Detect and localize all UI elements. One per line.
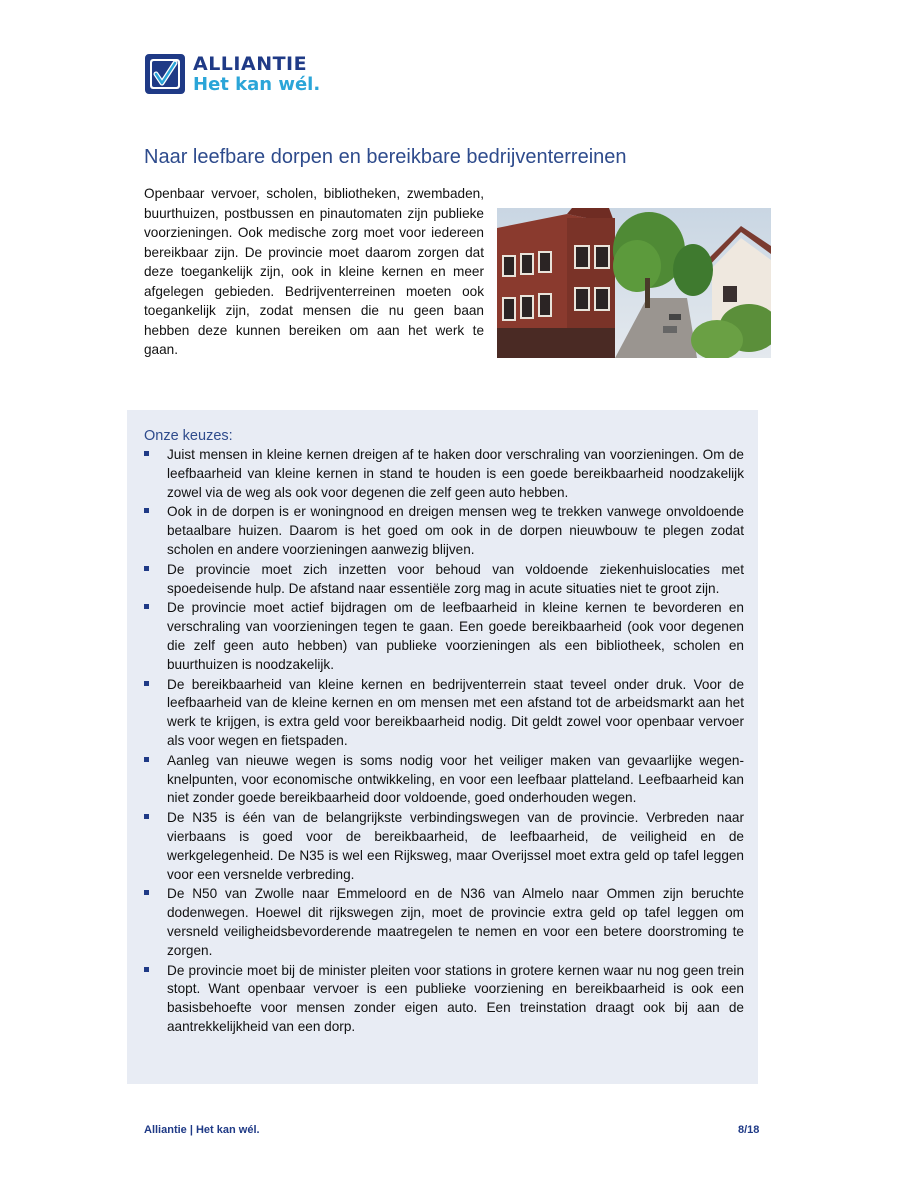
list-item: De provincie moet zich inzetten voor behoud van voldoende ziekenhuislocaties met spoedeisende hulp. De afstand naar essentiële zorg mag in acute situaties niet te groot zijn. [144,561,744,599]
list-item: De N35 is één van de belangrijkste verbindingswegen van de provincie. Verbreden naar vierbaans is goed voor de bereikbaarheid, de leefbaarheid, de veiligheid en de werkgelegenheid. De N35 is wel een Rijksweg, maar Overijssel moet extra geld op tafel leggen voor een versnelde verbreding. [144,809,744,884]
keuzes-list [144,446,744,1038]
checkmark-logo-icon [145,54,185,94]
keuzes-heading: Onze keuzes: [144,428,233,444]
alliantie-logo [145,52,320,96]
list-item: De provincie moet actief bijdragen om de leefbaarheid in kleine kernen te bevorderen en verschraling van voorzieningen tegen te gaan. Een goede bereikbaarheid (ook voor degenen die zelf geen auto hebben) van publieke voorzieningen als een bibliotheek, scholen en buurthuizen is noodzakelijk. [144,599,744,674]
list-item: Ook in de dorpen is er woningnood en dreigen mensen weg te trekken vanwege onvoldoende betaalbare huizen. Daarom is het goed om ook in de dorpen nieuwbouw te plegen zodat scholen en andere voorzieningen aanwezig blijven. [144,503,744,559]
logo-name: ALLIANTIE [193,52,308,75]
list-item: De bereikbaarheid van kleine kernen en bedrijventerrein staat teveel onder druk. Voor de leefbaarheid van de kleine kernen en om mensen met een afstand tot de arbeidsmarkt aan het werk te krijgen, is extra geld voor bereikbaarheid nodig. Dit geldt zowel voor openbaar vervoer als voor wegen en fietspaden. [144,676,744,751]
section-title: Naar leefbare dorpen en bereikbare bedrijventerreinen [144,146,627,168]
list-item: De N50 van Zwolle naar Emmeloord en de N36 van Almelo naar Ommen zijn beruchte dodenwegen. Hoewel dit rijkswegen zijn, moet de provincie extra geld op tafel leggen om versneld veiligheidsbevorderende maatregelen te nemen en voor een betere doorstroming te zorgen. [144,885,744,960]
list-item: De provincie moet bij de minister pleiten voor stations in grotere kernen waar nu nog geen trein stopt. Want openbaar vervoer is een publieke voorziening en bereikbaarheid is ook een basisbehoefte voor mensen zonder eigen auto. Een treinstation draagt ook bij aan de aantrekkelijkheid van een dorp. [144,962,744,1037]
page-number: 8/18 [738,1124,760,1136]
list-item: Juist mensen in kleine kernen dreigen af te haken door verschraling van voorzieningen. Om de leefbaarheid van kleine kernen in stand te houden is een goede bereikbaarheid noodzakelijk zowel via de weg als ook voor degenen die zelf geen auto hebben. [144,446,744,502]
street-corner-photo [497,208,771,358]
intro-paragraph: Openbaar vervoer, scholen, bibliotheken, zwembaden, buurthuizen, postbussen en pinautomaten zijn publieke voorzieningen. Ook medische zorg moet voor iedereen bereikbaar zijn. De provincie moet daarom zorgen dat deze toegankelijk zijn, ook in kleine kernen en meer afgelegen gebieden. Bedrijventerreinen moeten ook toegankelijk zijn, zodat mensen die nu geen baan hebben deze kunnen bereiken om aan het werk te gaan. [144,186,484,357]
list-item: Aanleg van nieuwe wegen is soms nodig voor het veiliger maken van gevaarlijke wegen-knelpunten, voor economische ontwikkeling, en voor een leefbaar platteland. Leefbaarheid kan niet zonder goede bereikbaarheid door voldoende, goed onderhouden wegen. [144,752,744,808]
logo-tagline: Het kan wél. [193,73,321,95]
footer-brand: Alliantie | Het kan wél. [144,1124,260,1136]
